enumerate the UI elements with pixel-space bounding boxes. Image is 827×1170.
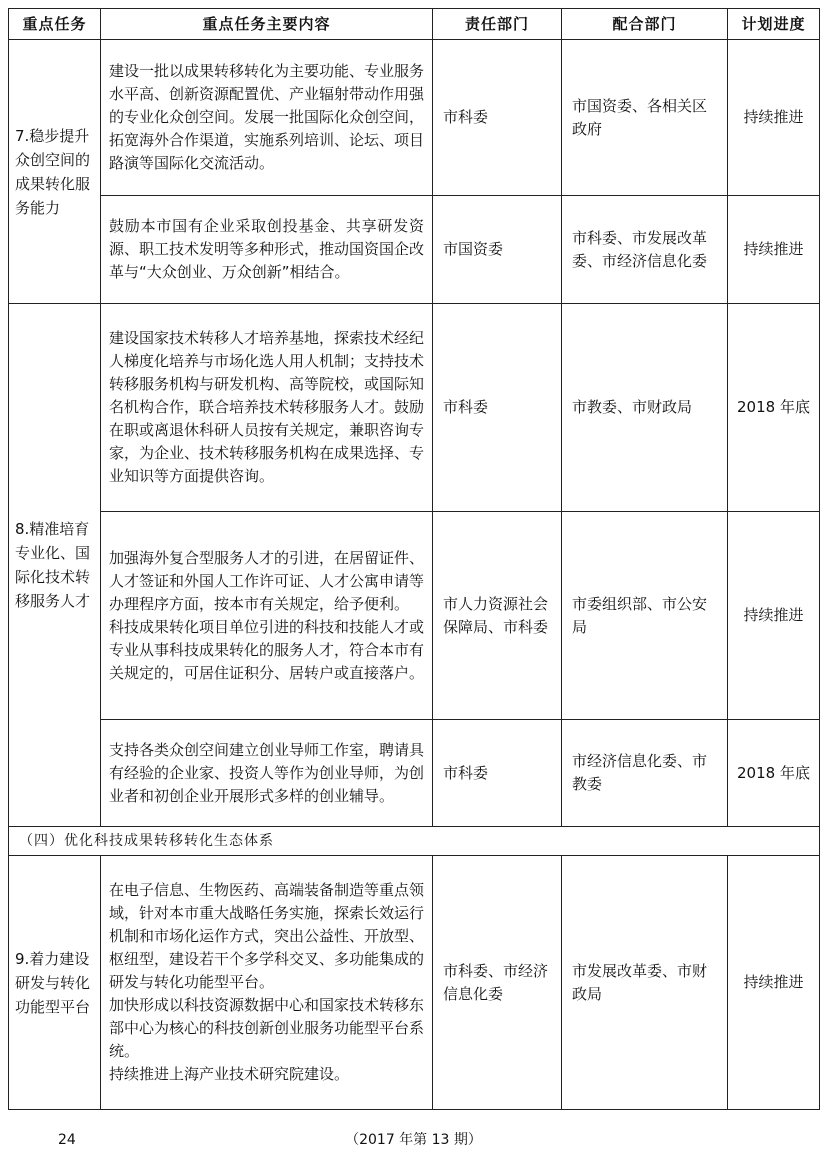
task-7b-content: 鼓励本市国有企业采取创投基金、共享研发资源、职工技术发明等多种形式，推动国资国企改革与“大众创业、万众创新”相结合。 — [101, 196, 433, 304]
task-8b-content-para-1: 加强海外复合型服务人才的引进，在居留证件、人才签证和外国人工作许可证、人才公寓申请等办理程序方面，按本市有关规定，给予便利。 — [109, 548, 425, 613]
header-content: 重点任务主要内容 — [101, 9, 433, 40]
task-8b-progress: 持续推进 — [728, 512, 820, 720]
table-row — [9, 196, 820, 304]
task-9-content-para-3: 持续推进上海产业技术研究院建设。 — [109, 1065, 350, 1083]
issue-label: （2017 年第 13 期） — [345, 1132, 482, 1148]
task-7b-cooperating: 市科委、市发展改革委、市经济信息化委 — [562, 196, 728, 304]
task-8a-progress: 2018 年底 — [728, 304, 820, 512]
task-8c-cooperating: 市经济信息化委、市教委 — [562, 720, 728, 827]
task-8b-cooperating: 市委组织部、市公安局 — [562, 512, 728, 720]
task-8b-content-para-2: 科技成果转化项目单位引进的科技和技能人才或专业从事科技成果转化的服务人才，符合本市有关规定的，可居住证积分、居转户或直接落户。 — [109, 617, 425, 682]
table-row — [9, 720, 820, 827]
task-8b-content — [101, 512, 433, 720]
task-9-progress: 持续推进 — [728, 856, 820, 1110]
task-7a-cooperating: 市国资委、各相关区政府 — [562, 40, 728, 196]
header-progress: 计划进度 — [728, 9, 820, 40]
task-8b-responsible: 市人力资源社会保障局、市科委 — [433, 512, 562, 720]
header-responsible: 责任部门 — [433, 9, 562, 40]
task-7a-responsible: 市科委 — [433, 40, 562, 196]
task-9-responsible: 市科委、市经济信息化委 — [433, 856, 562, 1110]
task-9-content-para-2: 加快形成以科技资源数据中心和国家技术转移东部中心为核心的科技创新创业服务功能型平台系统。 — [109, 996, 425, 1060]
task-7-title: 7.稳步提升众创空间的成果转化服务能力 — [9, 40, 101, 304]
task-8a-cooperating: 市教委、市财政局 — [562, 304, 728, 512]
task-8-title: 8.精准培育专业化、国际化技术转移服务人才 — [9, 304, 101, 827]
task-9-title: 9.着力建设研发与转化功能型平台 — [9, 856, 101, 1110]
header-row — [9, 9, 820, 40]
page-number: 24 — [58, 1132, 76, 1148]
task-7b-progress: 持续推进 — [728, 196, 820, 304]
header-cooperating: 配合部门 — [562, 9, 728, 40]
task-7a-content: 建设一批以成果转移转化为主要功能、专业服务水平高、创新资源配置优、产业辐射带动作用强的专业化众创空间。发展一批国际化众创空间，拓宽海外合作渠道，实施系列培训、论坛、项目路演等国际化交流活动。 — [101, 40, 433, 196]
section-row — [9, 827, 820, 856]
task-7b-responsible: 市国资委 — [433, 196, 562, 304]
table-row — [9, 40, 820, 196]
task-8a-content: 建设国家技术转移人才培养基地，探索技术经纪人梯度化培养与市场化选人用人机制；支持技术转移服务机构与研发机构、高等院校，或国际知名机构合作，联合培养技术转移服务人才。鼓励在职或离退休科研人员按有关规定，兼职咨询专家，为企业、技术转移服务机构在成果选择、专业知识等方面提供咨询。 — [101, 304, 433, 512]
task-table — [8, 8, 820, 1110]
table-row — [9, 304, 820, 512]
task-8c-content: 支持各类众创空间建立创业导师工作室，聘请具有经验的企业家、投资人等作为创业导师，为创业者和初创企业开展形式多样的创业辅导。 — [101, 720, 433, 827]
task-9-cooperating: 市发展改革委、市财政局 — [562, 856, 728, 1110]
header-task: 重点任务 — [9, 9, 101, 40]
task-9-content-para-1: 在电子信息、生物医药、高端装备制造等重点领域，针对本市重大战略任务实施，探索长效运行机制和市场化运作方式，突出公益性、开放型、枢纽型，建设若干个多学科交叉、多功能集成的研发与转化功能型平台。 — [109, 881, 425, 991]
task-7a-progress: 持续推进 — [728, 40, 820, 196]
task-8c-responsible: 市科委 — [433, 720, 562, 827]
task-9-content — [101, 856, 433, 1110]
table-row — [9, 856, 820, 1110]
task-8c-progress: 2018 年底 — [728, 720, 820, 827]
table-row — [9, 512, 820, 720]
task-8a-responsible: 市科委 — [433, 304, 562, 512]
section-heading-4: （四）优化科技成果转移转化生态体系 — [9, 827, 820, 856]
